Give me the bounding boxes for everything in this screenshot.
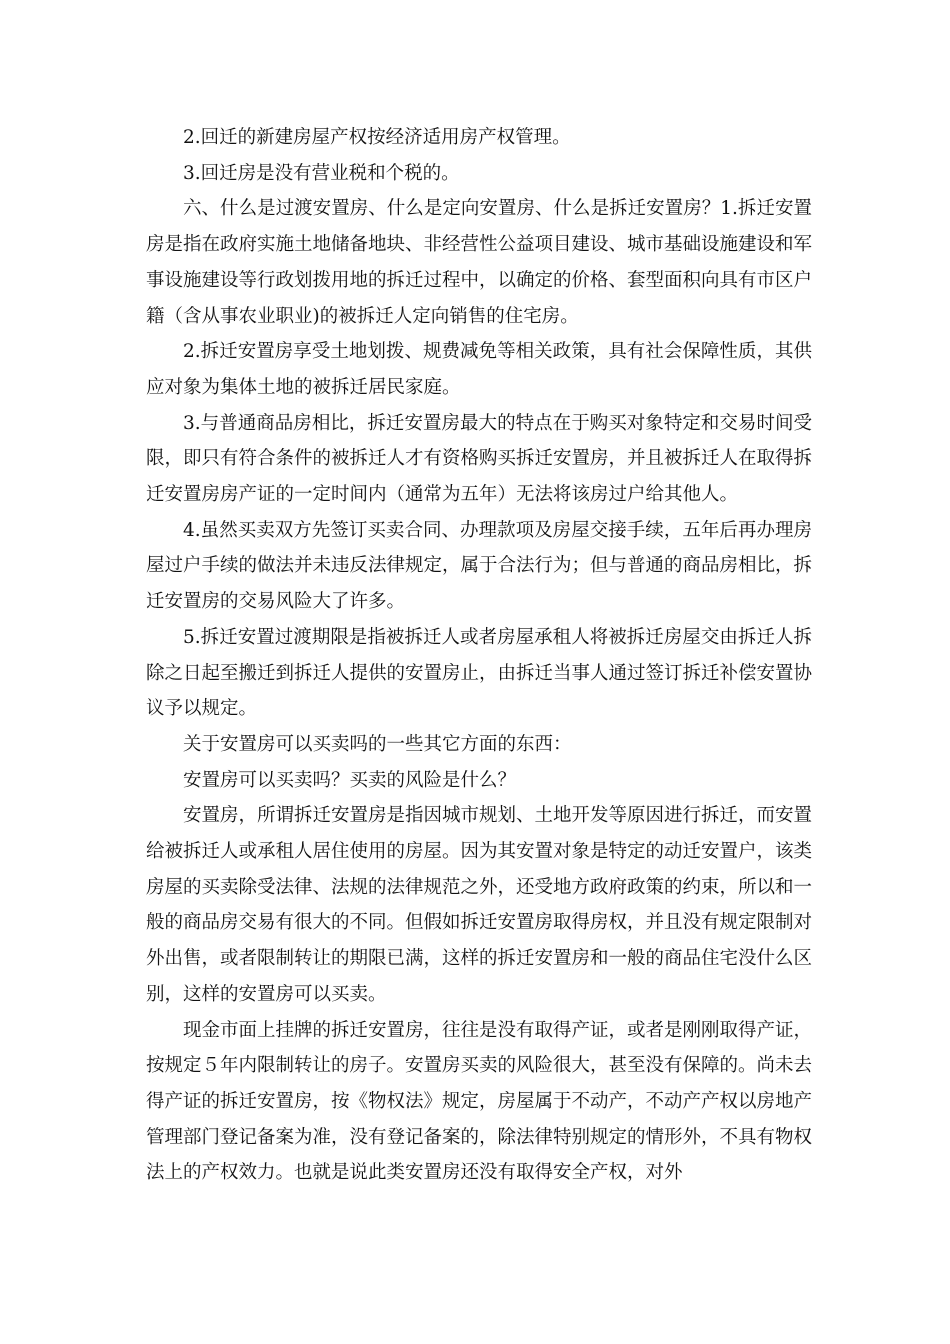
paragraph: 4.虽然买卖双方先签订买卖合同、办理款项及房屋交接手续，五年后再办理房屋过户手续的做法并未违反法律规定，属于合法行为；但与普通的商品房相比，拆迁安置房的交易风险大了许多。 [146, 519, 813, 613]
paragraph: 现金市面上挂牌的拆迁安置房，往往是没有取得产证，或者是刚刚取得产证，按规定５年内限制转让的房子。安置房买卖的风险很大，甚至没有保障的。尚未去得产证的拆迁安置房，按《物权法》规定，房屋属于不动产，不动产产权以房地产管理部门登记备案为准，没有登记备案的，除法律特别规定的情形外，不具有物权法上的产权效力。也就是说此类安置房还没有取得安全产权，对外 [146, 1019, 813, 1184]
paragraph: 3.回迁房是没有营业税和个税的。 [183, 162, 460, 184]
paragraph: 3.与普通商品房相比，拆迁安置房最大的特点在于购买对象特定和交易时间受限，即只有符合条件的被拆迁人才有资格购买拆迁安置房，并且被拆迁人在取得拆迁安置房房产证的一定时间内（通常为五年）无法将该房过户给其他人。 [146, 412, 813, 506]
paragraph: 安置房，所谓拆迁安置房是指因城市规划、土地开发等原因进行拆迁，而安置给被拆迁人或承租人居住使用的房屋。因为其安置对象是特定的动迁安置户，该类房屋的买卖除受法律、法规的法律规范之外，还受地方政府政策的约束，所以和一般的商品房交易有很大的不同。但假如拆迁安置房取得房权，并且没有规定限制对外出售，或者限制转让的期限已满，这样的拆迁安置房和一般的商品住宅没什么区别，这样的安置房可以买卖。 [146, 805, 813, 1005]
paragraph: 5.拆迁安置过渡期限是指被拆迁人或者房屋承租人将被拆迁房屋交由拆迁人拆除之日起至搬迁到拆迁人提供的安置房止，由拆迁当事人通过签订拆迁补偿安置协议予以规定。 [146, 626, 813, 720]
paragraph: 2.回迁的新建房屋产权按经济适用房产权管理。 [183, 127, 571, 148]
paragraph: 2.拆迁安置房享受土地划拨、规费减免等相关政策，具有社会保障性质，其供应对象为集体土地的被拆迁居民家庭。 [146, 341, 812, 398]
paragraph: 安置房可以买卖吗？买卖的风险是什么？ [183, 769, 517, 791]
paragraph: 六、什么是过渡安置房、什么是定向安置房、什么是拆迁安置房？1.拆迁安置房是指在政府实施土地储备地块、非经营性公益项目建设、城市基础设施建设和军事设施建设等行政划拨用地的拆迁过程中，以确定的价格、套型面积向具有市区户籍（含从事农业职业)的被拆迁人定向销售的住宅房。 [146, 198, 813, 327]
document-body [146, 120, 812, 1191]
paragraph: 关于安置房可以买卖吗的一些其它方面的东西： [183, 733, 572, 755]
